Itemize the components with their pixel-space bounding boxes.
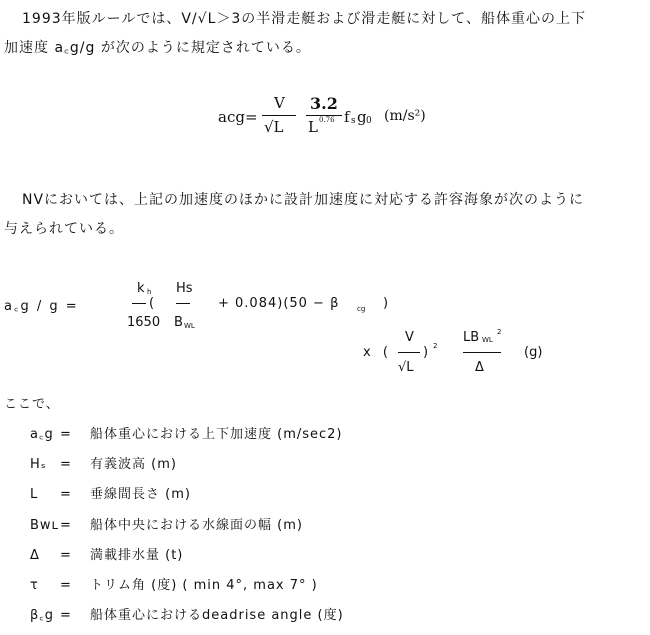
definition-description: 船体中央における水線面の幅 (m) <box>90 518 303 533</box>
formula1-num: 3.2 <box>310 94 338 113</box>
formula1-g: g <box>357 108 367 126</box>
definition-equals: = <box>60 457 72 472</box>
formula1-frac-bar-1 <box>262 115 296 116</box>
formula2-bwl: B <box>174 315 183 330</box>
formula2-sqrt-l: √L <box>398 360 414 375</box>
formula2-hs: Hs <box>176 281 193 296</box>
definition-description: トリム角 (度) ( min 4°, max 7° ) <box>90 578 318 593</box>
intro-line-1: 1993年版ルールでは、V/√L＞3の半滑走艇および滑走艇に対して、船体重心の上下 <box>22 11 586 27</box>
definitions-heading: ここで、 <box>4 397 60 412</box>
definition-item <box>30 423 343 442</box>
formula2-lbwl: LB <box>463 330 480 345</box>
formula2-lbwl-sq: 2 <box>497 328 502 336</box>
formula2-v: V <box>405 330 414 345</box>
formula2-kh: k <box>137 281 145 296</box>
formula1-den-base: L <box>308 118 318 136</box>
definition-symbol: τ <box>30 578 39 593</box>
formula2-unit: (g) <box>524 345 543 360</box>
formula1-v: V <box>274 94 285 112</box>
formula2-close: ) <box>383 296 389 311</box>
definition-item <box>30 483 191 502</box>
formula2-frac-bar-hs <box>176 303 190 304</box>
formula2-mid: + 0.084)(50 − β <box>218 296 340 311</box>
nv-line-1: NVにおいては、上記の加速度のほかに設計加速度に対応する許容海象が次のように <box>22 192 585 208</box>
intro-line-2: 加速度 a꜀g/g が次のように規定されている。 <box>4 40 311 56</box>
definition-symbol: β꜀g <box>30 608 55 623</box>
definition-symbol: Bᴡʟ <box>30 518 60 533</box>
definition-symbol: Δ <box>30 548 40 563</box>
definition-symbol: L <box>30 487 39 502</box>
definition-symbol: Hₛ <box>30 457 47 472</box>
definition-equals: = <box>60 518 72 533</box>
formula2-beta-sub: cg <box>357 305 366 313</box>
definition-item <box>30 453 177 472</box>
formula2-lhs: a꜀g / g = <box>4 299 79 314</box>
formula2-frac-bar-kh <box>132 303 146 304</box>
formula1-sqrt-l: √L <box>264 118 284 136</box>
formula2-frac-bar-lbwl <box>463 352 501 353</box>
formula2-kh-sub: h <box>147 288 152 296</box>
formula2-x: x ( <box>363 345 392 360</box>
formula2-bwl-sub: WL <box>184 322 195 330</box>
formula2-close2: ) <box>423 345 429 360</box>
definition-equals: = <box>60 608 72 623</box>
formula1-den-exp: 0.76 <box>319 116 335 124</box>
definition-item <box>30 544 183 563</box>
formula1-unit: (m/s²) <box>384 108 426 124</box>
definition-equals: = <box>60 548 72 563</box>
formula2-lbwl-sub: WL <box>482 336 493 344</box>
definition-description: 満載排水量 (t) <box>90 548 184 563</box>
formula1-lhs: acg= <box>218 108 258 126</box>
definition-equals: = <box>60 427 72 442</box>
definition-equals: = <box>60 578 72 593</box>
formula1-g-sub: 0 <box>366 116 372 126</box>
formula1-f-sub: s <box>351 116 356 126</box>
definition-description: 有義波高 (m) <box>90 457 177 472</box>
formula2-paren-open: ( <box>149 296 155 311</box>
definition-description: 船体重心における上下加速度 (m/sec2) <box>90 427 343 442</box>
definition-symbol: a꜀g <box>30 427 54 442</box>
definition-item <box>30 604 344 623</box>
formula2-frac-bar-v <box>398 352 420 353</box>
definition-item <box>30 574 318 593</box>
definition-description: 垂線間長さ (m) <box>90 487 191 502</box>
formula2-sq: 2 <box>433 342 438 350</box>
definition-description: 船体重心におけるdeadrise angle (度) <box>90 608 344 623</box>
formula2-1650: 1650 <box>127 315 161 330</box>
nv-line-2: 与えられている。 <box>4 221 124 237</box>
formula2-delta: Δ <box>475 360 484 375</box>
definition-item <box>30 514 303 533</box>
formula1-f: f <box>344 108 350 126</box>
definition-equals: = <box>60 487 72 502</box>
